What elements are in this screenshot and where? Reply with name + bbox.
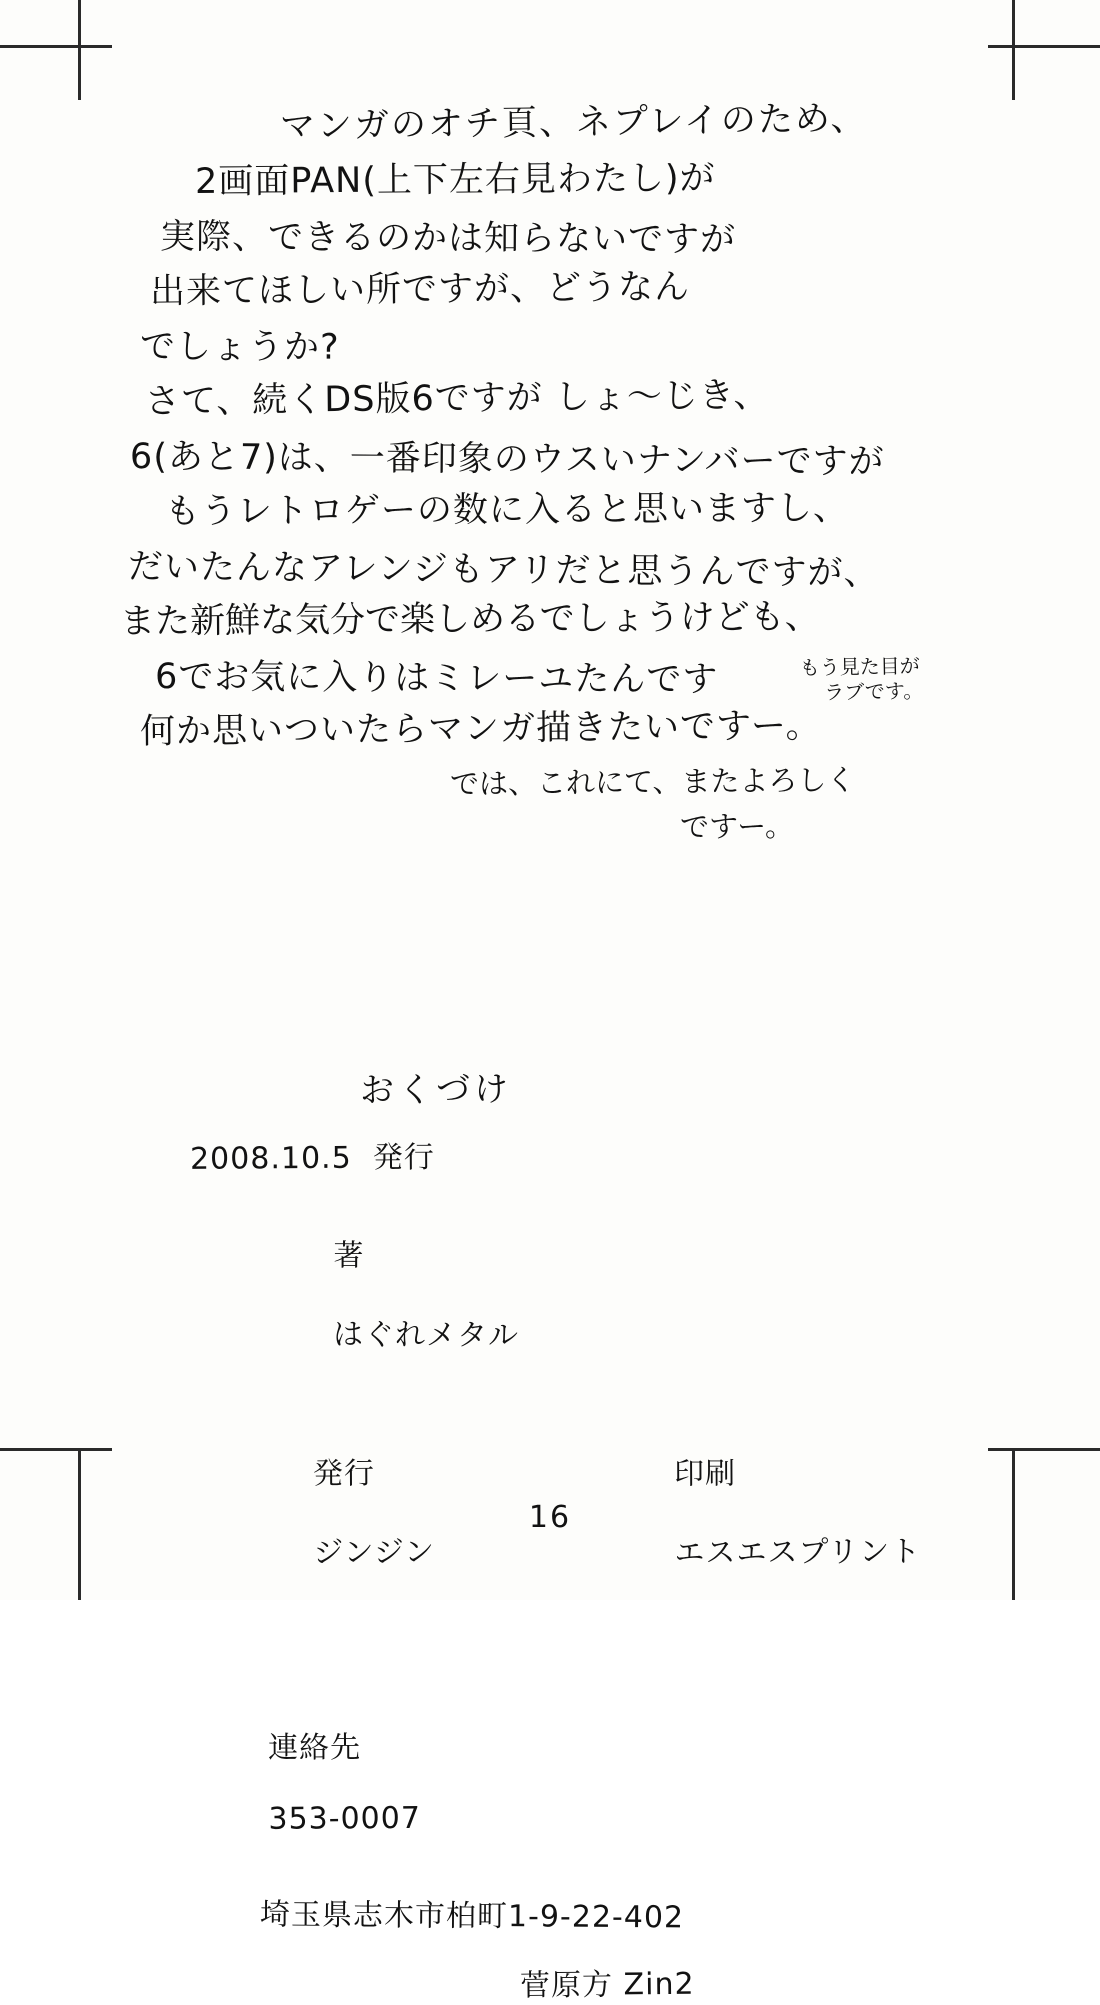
crop-mark-top-left-vertical [78, 0, 81, 100]
printer-label: 印刷 [673, 1456, 737, 1492]
afterword-line: 2画面PAN(上下左右見わたし)が [194, 158, 716, 202]
afterword-line-with-annotation [120, 653, 1000, 705]
page-number: 16 [528, 1500, 572, 1535]
afterword-line: さて、続くDS版6ですが しょ〜じき、 [144, 375, 770, 422]
crop-mark-bottom-right-horizontal [988, 1448, 1100, 1451]
publisher-name: ジンジン [313, 1534, 436, 1571]
contact-label: 連絡先 [267, 1730, 362, 1766]
afterword-line: また新鮮な気分で楽しめるでしょうけども、 [119, 597, 820, 642]
afterword-line: 出来てほしい所ですが、どうなん [149, 267, 691, 312]
colophon-contact-name: 菅原方 Zin2 [519, 1966, 695, 2004]
author-name: はぐれメタル [332, 1317, 520, 1354]
closing-line: ですー。 [679, 809, 795, 844]
colophon-contact-row [205, 1684, 1001, 1872]
afterword-line: 6でお気に入りはミレーユたんです [154, 657, 719, 700]
colophon-author-row [269, 1195, 1000, 1392]
colophon-title: おくづけ [359, 1069, 513, 1111]
margin-annotation [800, 652, 1001, 705]
afterword-line: だいたんなアレンジもアリだと思うんですが、 [127, 547, 880, 594]
publisher-label: 発行 [312, 1456, 376, 1492]
crop-mark-top-right-vertical [1012, 0, 1015, 100]
postal-code: 353-0007 [268, 1800, 421, 1837]
author-label: 著 [333, 1238, 365, 1274]
afterword-text-block [119, 98, 1000, 862]
crop-mark-bottom-left-horizontal [0, 1448, 112, 1451]
afterword-line: マンガのオチ頁、ネプレイのため、 [279, 98, 868, 147]
crop-mark-top-left-horizontal [0, 45, 112, 48]
afterword-line: でしょうか? [139, 327, 340, 368]
afterword-line: 6(あと7)は、一番印象のウスいナンバーですが [129, 437, 885, 483]
printer-name: エスエスプリント [674, 1534, 922, 1571]
margin-annotation-line: もう見た目が [799, 653, 920, 680]
crop-mark-top-right-horizontal [988, 45, 1100, 48]
colophon-publication-date: 2008.10.5 発行 [189, 1140, 435, 1177]
afterword-line: もうレトロゲーの数に入ると思いますし、 [164, 488, 850, 532]
closing-line: では、これにて、またよろしく [449, 762, 856, 801]
colophon-address: 埼玉県志木市柏町1-9-22-402 [259, 1897, 685, 1936]
afterword-line: 実際、できるのかは知らないですが [159, 217, 737, 261]
afterword-line: 何か思いついたらマンガ描きたいですー。 [139, 706, 822, 752]
margin-annotation-line: ラブです。 [824, 678, 924, 705]
